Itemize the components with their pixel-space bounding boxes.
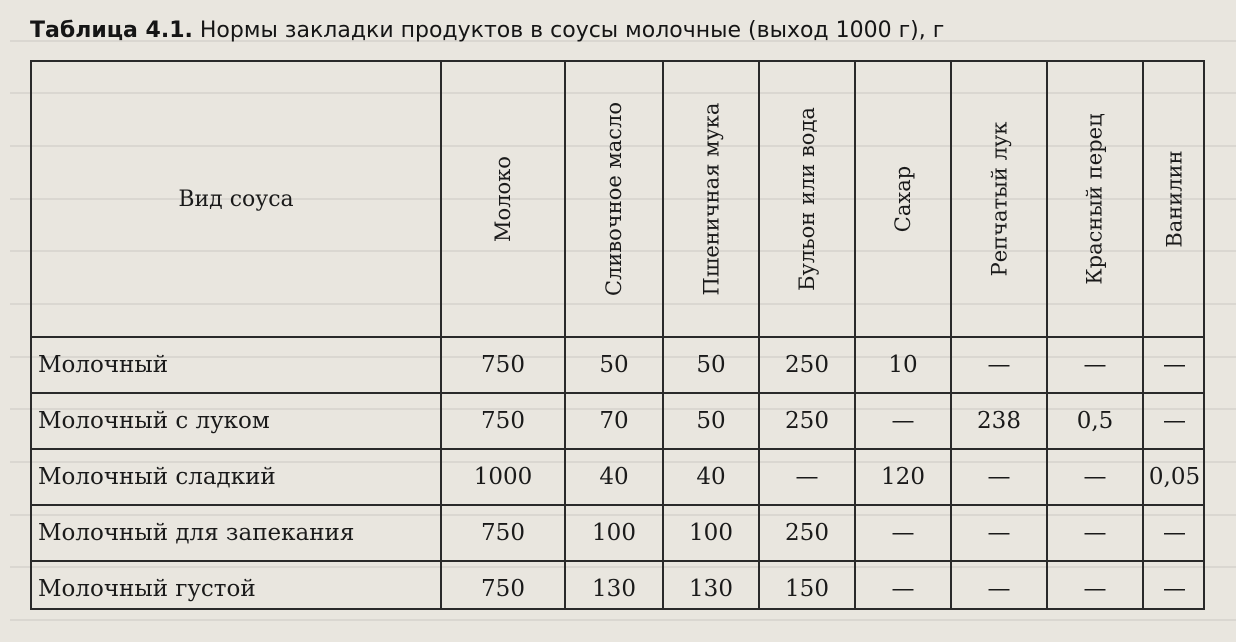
header-sauce-type: Вид соуса xyxy=(178,186,294,212)
cell-value: 100 xyxy=(592,520,636,546)
row-name: Молочный сладкий xyxy=(38,464,276,490)
cell-value: 50 xyxy=(599,352,629,378)
cell-value: — xyxy=(1083,520,1107,546)
cell-value: 130 xyxy=(689,576,733,602)
cell-value: 238 xyxy=(977,408,1021,434)
cell-value: 120 xyxy=(881,464,925,490)
cell-value: — xyxy=(891,520,915,546)
cell-value: 0,05 xyxy=(1148,464,1201,490)
header-onion: Репчатый лук xyxy=(987,121,1012,277)
cell-value: — xyxy=(795,464,819,490)
header-flour: Пшеничная мука xyxy=(699,102,724,296)
cell-value: 0,5 xyxy=(1076,408,1114,434)
row-name: Молочный для запекания xyxy=(38,520,355,546)
cell-value: 250 xyxy=(785,408,829,434)
cell-value: — xyxy=(891,408,915,434)
cell-value: — xyxy=(1083,576,1107,602)
header-vanillin: Ванилин xyxy=(1162,150,1187,248)
cell-value: — xyxy=(1083,464,1107,490)
header-butter: Сливочное масло xyxy=(602,101,627,297)
cell-value: 750 xyxy=(481,408,525,434)
cell-value: — xyxy=(1083,352,1107,378)
cell-value: — xyxy=(1163,576,1186,602)
table-caption xyxy=(30,18,944,43)
cell-value: 40 xyxy=(599,464,629,490)
header-milk: Молоко xyxy=(491,156,515,242)
row-name: Молочный xyxy=(38,352,169,378)
caption-text: Нормы закладки продуктов в соусы молочные (выход 1000 г), г xyxy=(192,18,945,43)
cell-value: — xyxy=(987,352,1011,378)
cell-value: 750 xyxy=(481,352,525,378)
row-name: Молочный густой xyxy=(38,576,256,602)
cell-value: — xyxy=(987,520,1011,546)
cell-value: 150 xyxy=(785,576,829,602)
cell-value: — xyxy=(891,576,915,602)
cell-value: 1000 xyxy=(473,464,533,490)
cell-value: — xyxy=(1163,520,1186,546)
cell-value: 250 xyxy=(785,352,829,378)
cell-value: 750 xyxy=(481,576,525,602)
header-sugar: Сахар xyxy=(891,165,915,233)
cell-value: — xyxy=(987,464,1011,490)
caption-number: Таблица 4.1. xyxy=(30,18,193,43)
cell-value: 50 xyxy=(696,352,726,378)
cell-value: 40 xyxy=(696,464,726,490)
cell-value: 70 xyxy=(599,408,629,434)
cell-value: 100 xyxy=(689,520,733,546)
header-red-pepper: Красный перец xyxy=(1083,113,1108,285)
cell-value: — xyxy=(1163,352,1186,378)
cell-value: 10 xyxy=(888,352,918,378)
cell-value: 130 xyxy=(592,576,636,602)
row-name: Молочный с луком xyxy=(38,408,270,434)
cell-value: — xyxy=(987,576,1011,602)
cell-value: — xyxy=(1163,408,1186,434)
cell-value: 250 xyxy=(785,520,829,546)
cell-value: 50 xyxy=(696,408,726,434)
sauce-table xyxy=(30,60,1205,610)
header-broth: Бульон или вода xyxy=(795,107,819,291)
cell-value: 750 xyxy=(481,520,525,546)
